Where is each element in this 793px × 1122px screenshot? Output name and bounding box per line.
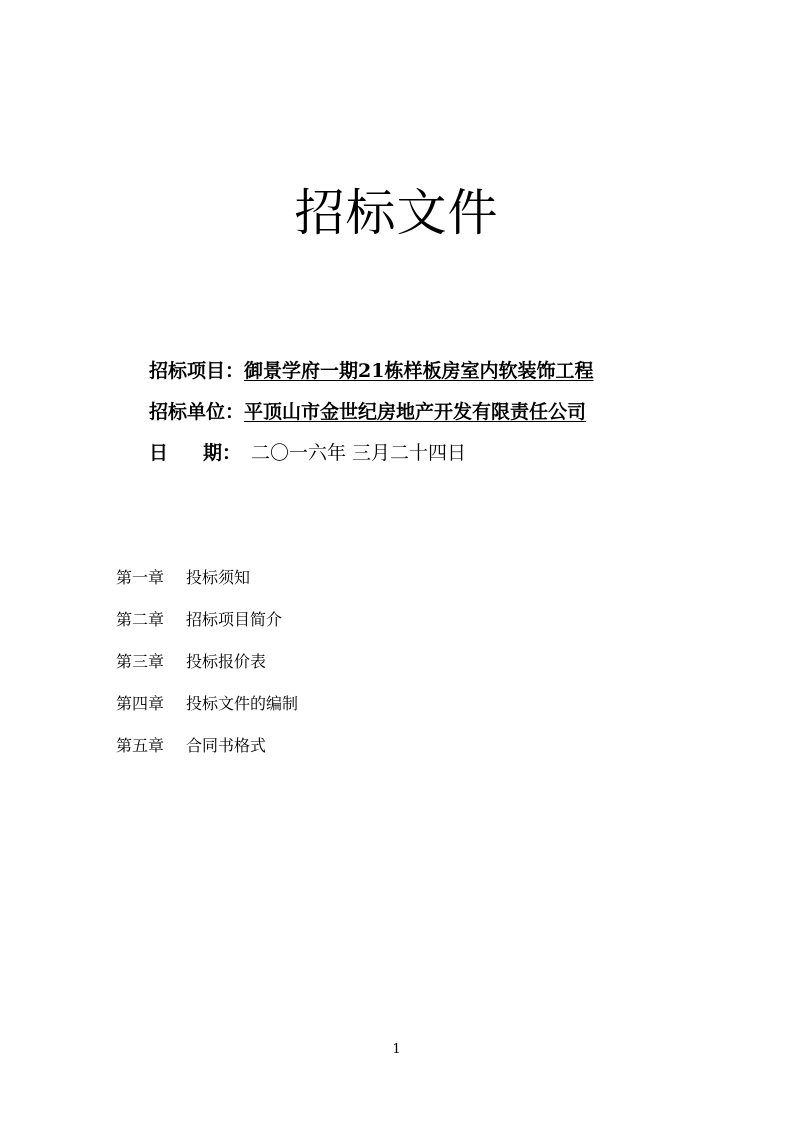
toc-name: 投标须知 — [186, 568, 251, 587]
date-label-first: 日 — [149, 442, 169, 464]
project-row — [149, 357, 593, 385]
document-title: 招标文件 — [294, 184, 499, 242]
toc-chapter: 第一章 — [116, 568, 165, 587]
date-row — [149, 439, 466, 467]
toc-chapter: 第四章 — [116, 694, 165, 713]
toc-name: 合同书格式 — [186, 736, 267, 755]
toc-item — [116, 650, 266, 674]
toc-name: 投标文件的编制 — [186, 694, 299, 713]
project-value: 御景学府一期21栋样板房室内软装饰工程 — [244, 360, 594, 382]
toc-chapter: 第三章 — [116, 652, 165, 671]
unit-label: 招标单位： — [149, 401, 245, 423]
toc-item — [116, 608, 282, 632]
toc-item — [116, 566, 250, 590]
toc-item — [116, 734, 266, 758]
unit-value: 平顶山市金世纪房地产开发有限责任公司 — [244, 401, 587, 423]
date-value: 二〇一六年 三月二十四日 — [251, 442, 467, 464]
toc-name: 投标报价表 — [186, 652, 267, 671]
page-number: 1 — [392, 1042, 401, 1057]
toc-chapter: 第二章 — [116, 610, 165, 629]
project-label: 招标项目： — [149, 360, 245, 382]
date-label-second: 期： — [203, 442, 242, 464]
toc-chapter: 第五章 — [116, 736, 165, 755]
unit-row — [149, 398, 586, 426]
toc-item — [116, 692, 298, 716]
toc-name: 招标项目简介 — [186, 610, 283, 629]
